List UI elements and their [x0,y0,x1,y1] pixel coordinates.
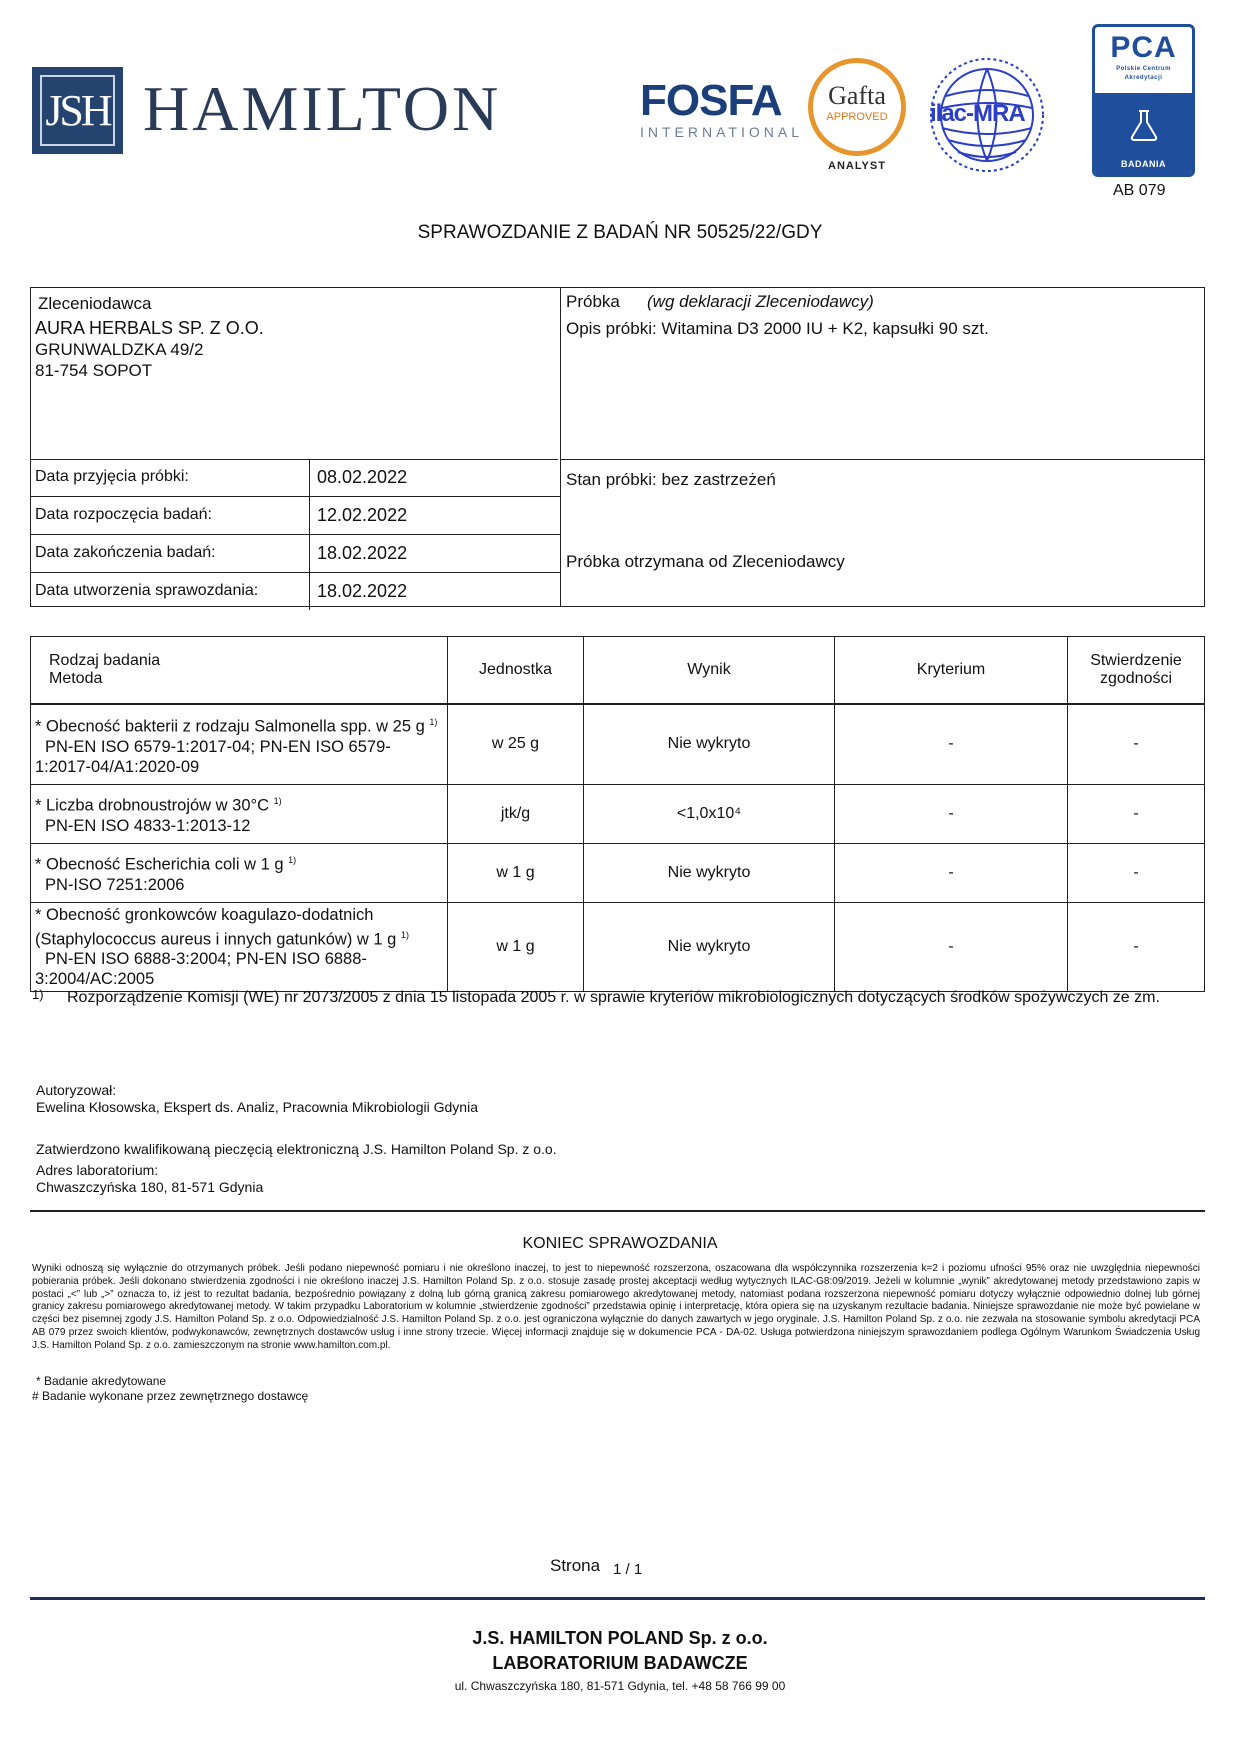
gafta-name: Gafta [828,81,886,110]
header-criterion: Kryterium [835,637,1068,705]
sample-received-from: Próbka otrzymana od Zleceniodawcy [566,552,845,571]
date-label: Data rozpoczęcia badań: [35,506,212,523]
footnote-text: Rozporządzenie Komisji (WE) nr 2073/2005 z dnia 15 listopada 2005 r. w sprawie kryteriów mikrobiologicznych dotyczących środków spożywczych ze zm. [67,989,1160,1006]
sample-description: Opis próbki: Witamina D3 2000 IU + K2, kapsułki 90 szt. [566,319,989,338]
footnote-ref: 1) [288,855,297,866]
authorized-label: Autoryzował: [36,1082,117,1098]
sample-label: Próbka [566,292,620,311]
footnote-ref: 1) [400,929,409,940]
test-name: * Liczba drobnoustrojów w 30°C [35,796,270,815]
pca-badania: BADANIA [1121,159,1166,169]
results-header-row [31,637,1205,705]
header-method-line2: Metoda [49,670,103,687]
unit-cell: w 1 g [448,843,584,902]
criterion-cell: - [835,784,1068,843]
hamilton-wordmark: HAMILTON [143,73,502,144]
flask-icon [1124,105,1164,145]
date-value: 18.02.2022 [317,581,408,601]
pca-code: AB 079 [1113,182,1166,199]
test-method: PN-EN ISO 4833-1:2013-12 [45,816,251,835]
test-name: * Obecność gronkowców koagulazo-dodatnich (Staphylococcus aureus i innych gatunków) w 1 g [35,905,397,948]
legend-accredited: * Badanie akredytowane [36,1374,167,1388]
disclaimer-text: Wyniki odnoszą się wyłącznie do otrzymanych próbek. Jeśli podano niepewność pomiaru i nie określono inaczej, to jest to niepewność rozszerzona, oszacowana dla współczynnika rozszerzenia k=2 i poziomu ufności 95% oraz nie uwzględnia niepewności pobierania próbek. Jeśli dokonano stwierdzenia zgodności i nie określono inaczej J.S. Hamilton Poland Sp. z o.o. stosuje zasadę prostej akceptacji według wytycznych ILAC-G8:09/2019. Jeżeli w kolumnie „wynik” akredytowanej metody przedstawiono zapis w postaci „<” lub „>” oznacza to, iż jest to rezultat badania, bezpośrednio powiązany z dolną lub górną granicą zakresu pomiarowego akredytowanej metody, natomiast podana rozszerzona niepewność pomiaru dotyczy wyłącznie odpowiednio dolnej lub górnej granicy zakresu pomiarowego akredytowanej metody. W takim przypadku Laboratorium w kolumnie „stwierdzenie zgodności” przedstawia opinię i interpretację, która opiera się na uzyskanym rezultacie badania. Niniejsze sprawozdanie nie może być powielane w części bez pisemnej zgody J.S. Hamilton Poland Sp. z o.o. Odpowiedzialność J.S. Hamilton Poland Sp. z o.o. jest ograniczona wyłącznie do danych zawartych w jego oryginale. J.S. Hamilton Poland Sp. z o.o. nie zezwala na stosowanie symbolu akredytacji PCA AB 079 przez swoich klientów, podwykonawców, zewnętrznych dostawców usług i inne strony trzecie. Więcej informacji znajduje się w dokumencie PCA - DA-02. Usługa potwierdzona niniejszym sprawozdaniem podlega Ogólnym Warunkom Świadczenia Usług J.S. Hamilton Poland Sp. z o.o. zamieszczonym na stronie www.hamilton.com.pl. [32,1263,1200,1351]
authorized-person: Ewelina Kłosowska, Ekspert ds. Analiz, Pracownia Mikrobiologii Gdynia [36,1099,478,1115]
fosfa-logo-subtitle: INTERNATIONAL [640,124,803,140]
pca-line2: Akredytacji [1124,75,1163,81]
conformity-cell: - [1068,704,1205,784]
header-conformity-line1: Stwierdzenie [1090,652,1182,669]
test-cell [31,784,448,843]
footnote-ref: 1) [429,717,438,727]
gafta-approved: APPROVED [826,111,888,123]
header-method [31,637,448,705]
header-conformity-line2: zgodności [1099,670,1173,687]
lab-address-label: Adres laboratorium: [36,1162,159,1178]
date-row [31,573,560,610]
client-label: Zleceniodawca [38,294,152,313]
footnote-ref: 1) [273,796,282,807]
gafta-logo [808,58,906,156]
pca-name: PCA [1110,31,1177,64]
header-method-line1: Rodzaj badania [49,652,161,669]
criterion-cell: - [835,902,1068,992]
result-cell: <1,0x10⁴ [584,784,835,843]
page-label: Strona [550,1556,601,1575]
client-address-street: GRUNWALDZKA 49/2 [35,340,204,359]
divider [30,1210,1205,1212]
test-name: * Obecność Escherichia coli w 1 g [35,855,284,874]
table-row [31,902,1205,992]
unit-cell: jtk/g [448,784,584,843]
header-result: Wynik [584,637,835,705]
unit-cell: w 1 g [448,902,584,992]
pca-accreditation-badge [1092,24,1195,177]
client-address-city: 81-754 SOPOT [35,361,153,380]
jsh-logo [32,67,123,154]
footer-lab: LABORATORIUM BADAWCZE [492,1653,748,1673]
jsh-monogram: JSH [45,86,110,135]
test-cell [31,843,448,902]
date-value: 18.02.2022 [317,543,408,563]
table-row [31,704,1205,784]
footer-company: J.S. HAMILTON POLAND Sp. z o.o. [472,1628,768,1648]
results-table [30,636,1205,992]
legend-external: # Badanie wykonane przez zewnętrznego dostawcę [32,1389,309,1403]
approval-statement: Zatwierdzono kwalifikowaną pieczęcią elektroniczną J.S. Hamilton Poland Sp. z o.o. [36,1141,557,1157]
test-method: PN-ISO 7251:2006 [45,875,185,894]
header-unit: Jednostka [448,637,584,705]
criterion-cell: - [835,704,1068,784]
sample-state: Stan próbki: bez zastrzeżeń [566,470,776,489]
date-value: 08.02.2022 [317,467,408,487]
sample-note: (wg deklaracji Zleceniodawcy) [647,292,874,311]
result-cell: Nie wykryto [584,843,835,902]
test-cell [31,704,448,784]
lab-address: Chwaszczyńska 180, 81-571 Gdynia [36,1179,264,1195]
conformity-cell: - [1068,902,1205,992]
report-info-box [30,287,1205,607]
test-method: PN-EN ISO 6579-1:2017-04; PN-EN ISO 6579-1:2017-04/A1:2020-09 [35,737,391,776]
footnote-mark: 1) [32,987,44,1002]
date-label: Data zakończenia badań: [35,544,216,561]
gafta-analyst-label: ANALYST [828,160,886,172]
test-cell [31,902,448,992]
result-cell: Nie wykryto [584,704,835,784]
date-row [31,535,560,573]
table-row [31,784,1205,843]
table-row [31,843,1205,902]
unit-cell: w 25 g [448,704,584,784]
pca-line1: Polskie Centrum [1116,66,1171,72]
client-name: AURA HERBALS SP. Z O.O. [35,318,264,338]
report-title: SPRAWOZDANIE Z BADAŃ NR 50525/22/GDY [417,222,823,243]
page-number: 1 / 1 [613,1561,643,1578]
conformity-cell: - [1068,843,1205,902]
criterion-cell: - [835,843,1068,902]
dates-table [31,459,560,610]
header-conformity [1068,637,1205,705]
footer-address: ul. Chwaszczyńska 180, 81-571 Gdynia, tel. +48 58 766 99 00 [454,1679,786,1693]
result-cell: Nie wykryto [584,902,835,992]
end-of-report-title: KONIEC SPRAWOZDANIA [522,1235,718,1252]
conformity-cell: - [1068,784,1205,843]
date-label: Data przyjęcia próbki: [35,468,189,485]
ilac-mra-text: ilac-MRA [930,100,1025,127]
date-label: Data utworzenia sprawozdania: [35,582,259,599]
test-name: * Obecność bakterii z rodzaju Salmonella spp. w 25 g [35,717,425,736]
fosfa-logo: FOSFA [640,76,782,125]
date-value: 12.02.2022 [317,505,408,525]
date-row [31,497,560,535]
test-method: PN-EN ISO 6888-3:2004; PN-EN ISO 6888-3:2004/AC:2005 [35,950,367,988]
date-row [31,459,560,497]
footer-divider [30,1597,1205,1600]
